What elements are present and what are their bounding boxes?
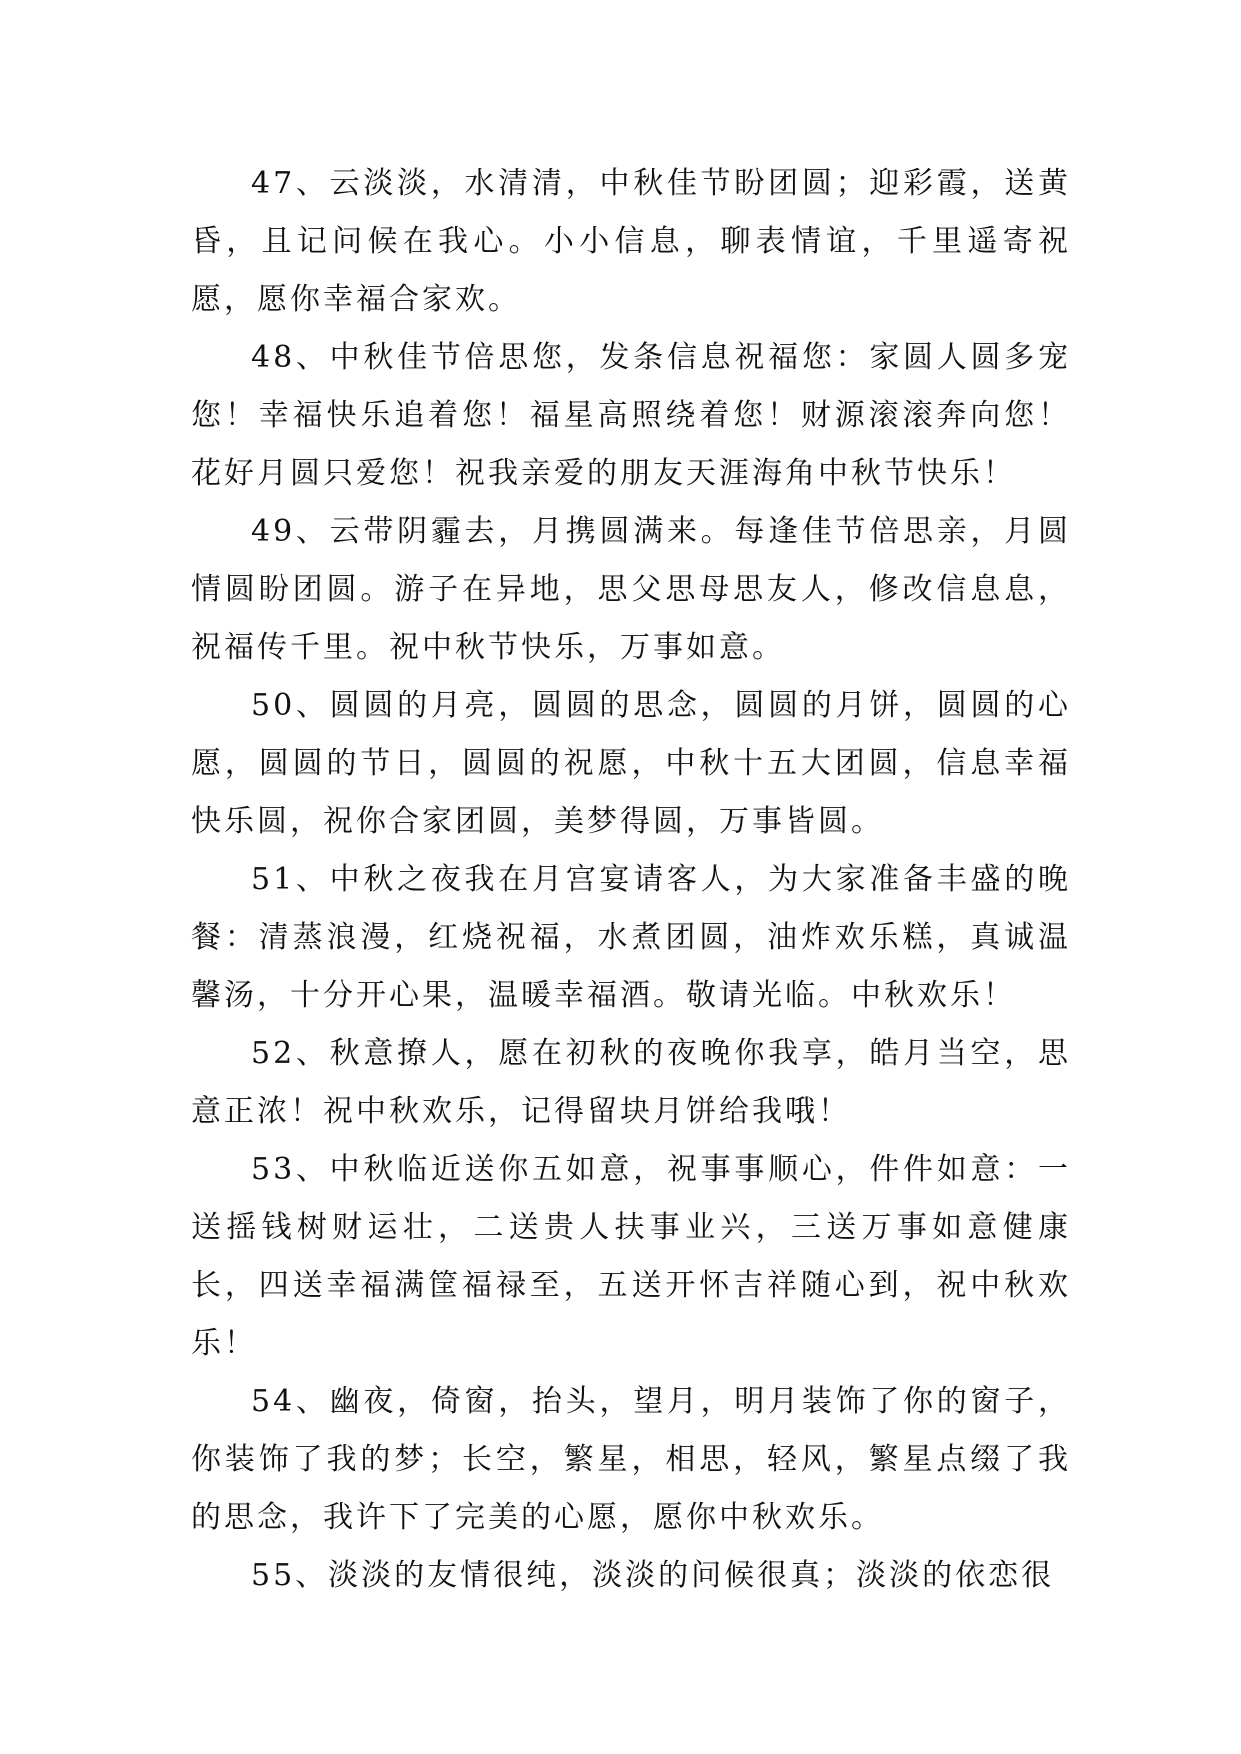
paragraph-51: 51、中秋之夜我在月宫宴请客人，为大家准备丰盛的晚餐：清蒸浪漫，红烧祝福，水煮团圆，油炸欢乐糕，真诚温馨汤，十分开心果，温暖幸福酒。敬请光临。中秋欢乐！ [191, 862, 1071, 1013]
paragraph-54: 54、幽夜，倚窗，抬头，望月，明月装饰了你的窗子，你装饰了我的梦；长空，繁星，相思，轻风，繁星点缀了我的思念，我许下了完美的心愿，愿你中秋欢乐。 [191, 1384, 1071, 1535]
paragraph-55: 55、淡淡的友情很纯，淡淡的问候很真；淡淡的依恋很 [251, 1558, 1055, 1593]
paragraph-49: 49、云带阴霾去，月携圆满来。每逢佳节倍思亲，月圆情圆盼团圆。游子在异地，思父思母思友人，修改信息息，祝福传千里。祝中秋节快乐，万事如意。 [191, 514, 1071, 665]
paragraph-52: 52、秋意撩人，愿在初秋的夜晚你我享，皓月当空，思意正浓！祝中秋欢乐，记得留块月饼给我哦！ [191, 1036, 1071, 1129]
paragraph-47: 47、云淡淡，水清清，中秋佳节盼团圆；迎彩霞，送黄昏，且记问候在我心。小小信息，聊表情谊，千里遥寄祝愿，愿你幸福合家欢。 [191, 166, 1071, 317]
paragraph-48: 48、中秋佳节倍思您，发条信息祝福您：家圆人圆多宠您！幸福快乐追着您！福星高照绕着您！财源滚滚奔向您！花好月圆只爱您！祝我亲爱的朋友天涯海角中秋节快乐！ [191, 340, 1071, 491]
paragraph-50: 50、圆圆的月亮，圆圆的思念，圆圆的月饼，圆圆的心愿，圆圆的节日，圆圆的祝愿，中秋十五大团圆，信息幸福快乐圆，祝你合家团圆，美梦得圆，万事皆圆。 [191, 688, 1071, 839]
document-body [191, 155, 1071, 1605]
paragraph-53: 53、中秋临近送你五如意，祝事事顺心，件件如意：一送摇钱树财运壮，二送贵人扶事业兴，三送万事如意健康长，四送幸福满筐福禄至，五送开怀吉祥随心到，祝中秋欢乐！ [191, 1152, 1071, 1361]
